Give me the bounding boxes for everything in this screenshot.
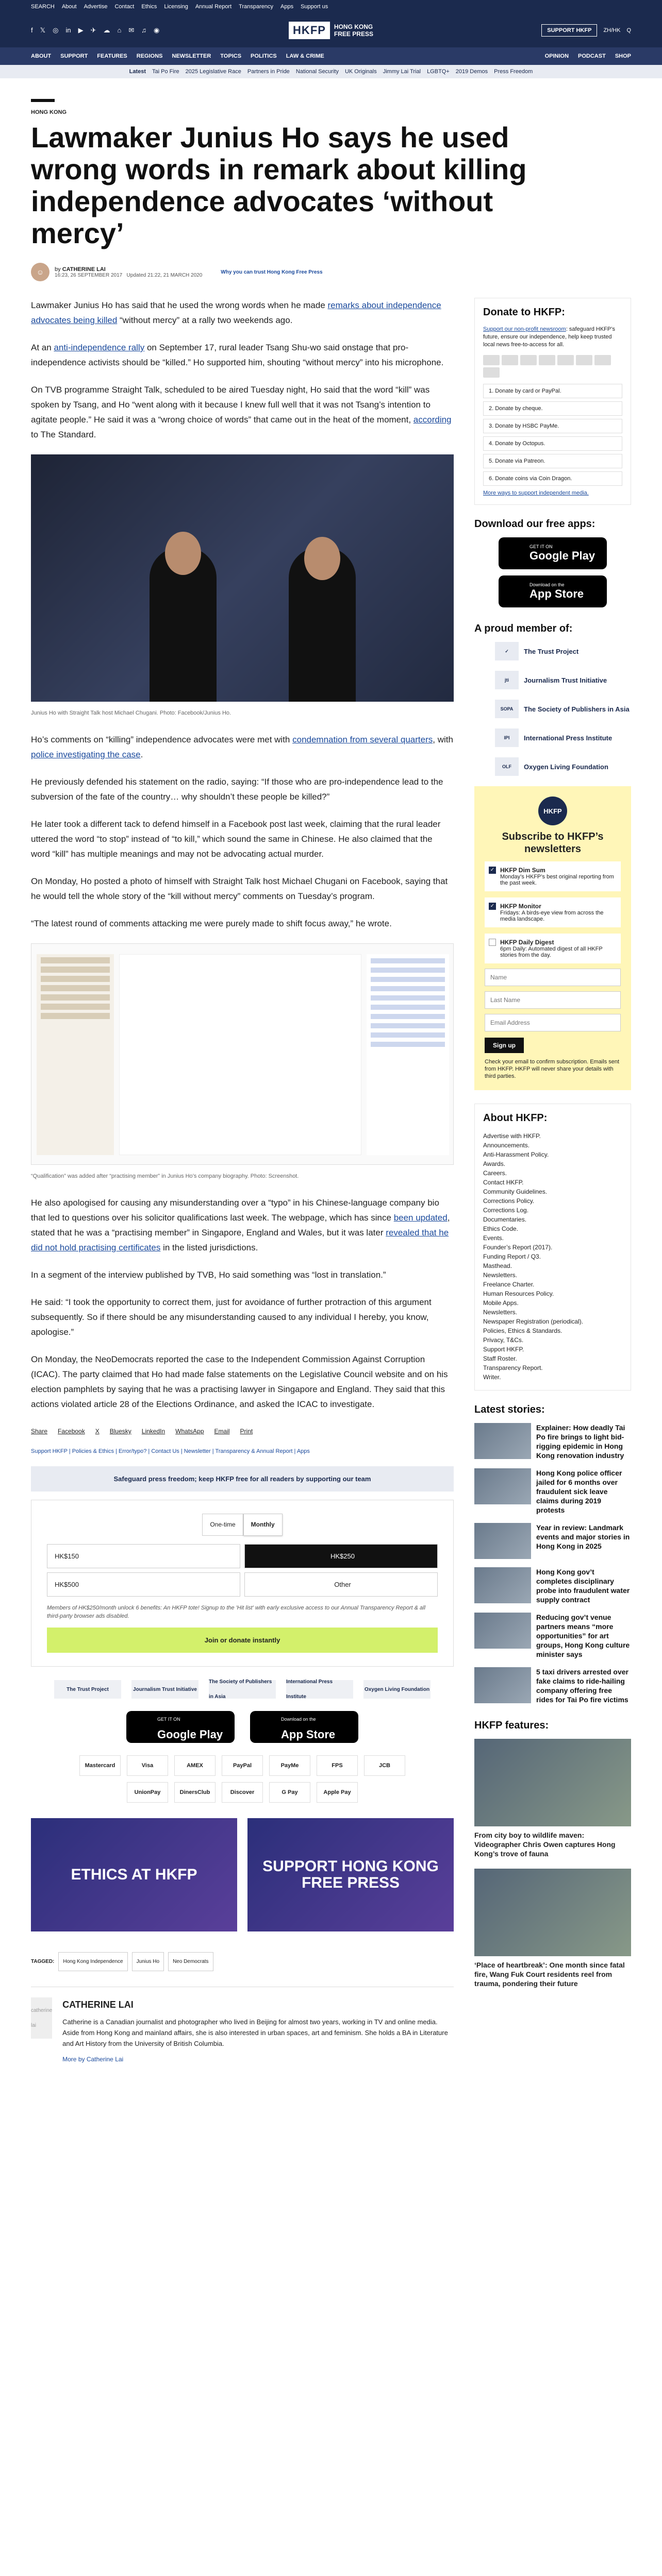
newsletter-option[interactable]: ✓ HKFP Dim Sum Monday’s HKFP’s best original reporting from the past week.: [485, 861, 621, 891]
about-item[interactable]: Community Guidelines.: [483, 1188, 548, 1195]
story-thumbnail[interactable]: [474, 1613, 531, 1649]
donate-heading: Donate to HKFP:: [483, 307, 565, 318]
about-item[interactable]: Careers.: [483, 1170, 507, 1177]
top-utility-bar: [0, 0, 662, 13]
story-title[interactable]: Hong Kong police officer jailed for 6 months over fraudulent sick leave claims during 2019 protests: [536, 1469, 622, 1514]
inline-link[interactable]: condemnation from several quarters: [292, 735, 433, 744]
donate-option[interactable]: 6. Donate coins via Coin Dragon.: [483, 471, 622, 486]
nav-features[interactable]: FEATURES: [97, 53, 127, 59]
about-item[interactable]: Announcements.: [483, 1142, 530, 1149]
feature-image[interactable]: [474, 1739, 631, 1826]
paragraph: Ho’s comments on “killing” independence advocates were met with condemnation from several quarters, with police investigating the case.: [31, 735, 453, 759]
about-item[interactable]: Advertise with HKFP.: [483, 1132, 541, 1140]
paragraph: At an anti-independence rally on September 17, rural leader Tsang Shu-wo said onstage that pro-independence activists should be “killed.” Ho supported him, shouting “without mercy” into his microphone.: [31, 343, 444, 367]
inline-link[interactable]: been updated: [393, 1213, 448, 1223]
search-icon[interactable]: Q: [626, 27, 631, 33]
checkbox-icon[interactable]: [489, 939, 496, 946]
app-store-button[interactable]: Download on the App Store: [250, 1711, 358, 1743]
member-item[interactable]: jti Journalism Trust Initiative: [474, 671, 631, 689]
about-item[interactable]: Anti-Harassment Policy.: [483, 1151, 549, 1158]
author-avatar: ☺: [31, 263, 49, 281]
trust-link[interactable]: Why you can trust Hong Kong Free Press: [221, 269, 323, 275]
share-x[interactable]: X: [95, 1428, 100, 1435]
member-item[interactable]: SOPA The Society of Publishers in Asia: [474, 700, 631, 718]
newsletter-fineprint: Check your email to confirm subscription. Emails sent from HKFP. HKFP will never share your details with third parties.: [485, 1059, 620, 1079]
paragraph: On Monday, Ho posted a photo of himself with Straight Talk host Michael Chugani on Facebook, saying that he would tell the whole story of the “kill without mercy” comments on Tuesday’s program.: [31, 876, 448, 901]
payment-logo: Visa: [127, 1755, 168, 1776]
latest-story[interactable]: [474, 1423, 631, 1460]
donate-banner[interactable]: Safeguard press freedom; keep HKFP free for all readers by supporting our team: [31, 1466, 454, 1492]
member-logo[interactable]: The Society of Publishers in Asia: [209, 1680, 276, 1699]
tagged-label: TAGGED:: [31, 1959, 55, 1964]
support-promo[interactable]: SUPPORT HONG KONG FREE PRESS: [247, 1818, 454, 1931]
paragraph: He also apologised for causing any misunderstanding over a “typo” in his Chinese-language company bio that led to questions over his solicitor qualifications last week. The webpage, which has since been updated, stated that he was a “practising member” in Singapore, England and Wales, but it was later revealed that he did not hold practising certificates in the listed jurisdictions.: [31, 1198, 450, 1252]
section-tag[interactable]: HONG KONG: [31, 109, 67, 115]
author-name[interactable]: CATHERINE LAI: [62, 1999, 134, 2010]
site-header: [0, 13, 662, 47]
feature-image[interactable]: [474, 1869, 631, 1956]
tag-list: [31, 1952, 454, 1971]
payment-logo: UnionPay: [127, 1782, 168, 1803]
youtube-icon[interactable]: ▶: [78, 26, 84, 34]
about-item[interactable]: Newsletters.: [483, 1272, 518, 1279]
trending-item[interactable]: 2019 Demos: [455, 69, 488, 75]
email-input[interactable]: [485, 1014, 621, 1031]
member-item[interactable]: IPI International Press Institute: [474, 728, 631, 747]
byline: [31, 263, 631, 281]
latest-stories: [474, 1423, 631, 1704]
author-link[interactable]: CATHERINE LAI: [62, 266, 106, 273]
latest-story[interactable]: [474, 1667, 631, 1704]
story-title[interactable]: Year in review: Landmark events and major stories in Hong Kong in 2025: [536, 1523, 630, 1550]
newsletter-heading: Subscribe to HKFP’s newsletters: [502, 831, 604, 855]
feature-stories: [474, 1739, 631, 1988]
payment-logos: [57, 1755, 428, 1803]
donate-box-side: [474, 298, 631, 505]
donate-text: Support our non-profit newsroom: safeguard HKFP’s future, ensure our independence, help keep trusted local news free-to-access for all.: [483, 326, 615, 348]
updated-date: Updated 21:22, 21 MARCH 2020: [126, 272, 203, 278]
story-thumbnail[interactable]: [474, 1523, 531, 1559]
licensing-link[interactable]: Licensing: [164, 4, 188, 10]
feature-story[interactable]: [474, 1869, 631, 1988]
figure-screenshot: [31, 943, 454, 1184]
story-thumbnail[interactable]: [474, 1468, 531, 1504]
support-hkfp-button[interactable]: SUPPORT HKFP: [541, 24, 597, 37]
latest-story[interactable]: [474, 1468, 631, 1515]
amount-option[interactable]: HK$500: [47, 1572, 240, 1597]
social-icons: [31, 26, 159, 35]
nav-law-crime[interactable]: LAW & CRIME: [286, 53, 324, 59]
trending-nav: [0, 65, 662, 78]
about-item[interactable]: Documentaries.: [483, 1216, 527, 1223]
trending-item[interactable]: 2025 Legislative Race: [185, 69, 241, 75]
more-ways-link[interactable]: More ways to support independent media.: [483, 490, 589, 496]
tag[interactable]: Junius Ho: [132, 1952, 164, 1971]
payment-logo: AMEX: [174, 1755, 216, 1776]
feature-title[interactable]: From city boy to wildlife maven: Videographer Chris Owen captures Hong Kong’s trove of fauna: [474, 1831, 616, 1858]
nav-topics[interactable]: TOPICS: [220, 53, 242, 59]
telegram-icon[interactable]: ✈: [90, 26, 96, 34]
threads-icon[interactable]: ⌂: [117, 26, 122, 34]
hkfp-badge: HKFP: [538, 796, 567, 825]
apps-link[interactable]: Apps: [280, 4, 294, 10]
payment-logo: Apple Pay: [317, 1782, 358, 1803]
about-item[interactable]: Funding Report / Q3.: [483, 1253, 541, 1260]
join-donate-button[interactable]: Join or donate instantly: [47, 1628, 438, 1653]
donate-option[interactable]: 5. Donate via Patreon.: [483, 454, 622, 468]
transparency-link[interactable]: Transparency: [239, 4, 273, 10]
nav-shop[interactable]: SHOP: [615, 53, 631, 59]
checkbox-icon[interactable]: ✓: [489, 867, 496, 874]
bio-screenshot: [31, 943, 454, 1165]
member-logo[interactable]: The Trust Project: [54, 1680, 121, 1699]
tab-one-time[interactable]: One-time: [202, 1514, 243, 1536]
more-by-author-link[interactable]: More by Catherine Lai: [62, 2056, 124, 2063]
paragraph: Lawmaker Junius Ho has said that he used the wrong words when he made remarks about independence advocates being killed “without mercy” at a rally two weekends ago.: [31, 300, 441, 325]
story-title[interactable]: Explainer: How deadly Tai Po fire brings to light bid-rigging epidemic in Hong Kong renovation industry: [536, 1423, 625, 1460]
footer-links[interactable]: Support HKFP | Policies & Ethics | Error/typo? | Contact Us | Newsletter | Transparency & Annual Report | Apps: [31, 1448, 310, 1454]
story-thumbnail[interactable]: [474, 1423, 531, 1459]
checkbox-icon[interactable]: ✓: [489, 903, 496, 910]
logo-mark: HKFP: [289, 22, 330, 39]
latest-story[interactable]: [474, 1567, 631, 1604]
author-avatar-large: catherine lai: [31, 1997, 52, 2039]
payment-logo: G Pay: [269, 1782, 310, 1803]
nav-support[interactable]: SUPPORT: [60, 53, 88, 59]
article-title: Lawmaker Junius Ho says he used wrong words in remark about killing independence advocates ‘without mercy’: [31, 121, 527, 249]
trending-label: Latest: [129, 69, 146, 75]
tag[interactable]: Neo Democrats: [168, 1952, 213, 1971]
paragraph: In a segment of the interview published by TVB, Ho said something was “lost in translation.”: [31, 1270, 386, 1280]
about-item[interactable]: Transparency Report.: [483, 1364, 543, 1371]
instagram-icon[interactable]: ◎: [53, 26, 59, 34]
about-item[interactable]: Corrections Log.: [483, 1207, 529, 1214]
about-item[interactable]: Founder’s Report (2017).: [483, 1244, 553, 1251]
amount-other[interactable]: Other: [244, 1572, 438, 1597]
article-body: [31, 298, 454, 2067]
about-item[interactable]: Ethics Code.: [483, 1225, 519, 1232]
story-thumbnail[interactable]: [474, 1567, 531, 1603]
donate-option[interactable]: 2. Donate by cheque.: [483, 401, 622, 416]
about-item[interactable]: Support HKFP.: [483, 1346, 524, 1353]
share-linkedin[interactable]: LinkedIn: [141, 1428, 166, 1435]
site-logo[interactable]: [289, 22, 373, 39]
bluesky-icon[interactable]: ☁: [103, 26, 110, 34]
trending-item[interactable]: Jimmy Lai Trial: [383, 69, 421, 75]
app-store-button-side[interactable]: Download on the App Store: [499, 575, 607, 607]
about-item[interactable]: Corrections Policy.: [483, 1197, 535, 1205]
annual-report-link[interactable]: Annual Report: [195, 4, 232, 10]
paragraph: On Monday, the NeoDemocrats reported the case to the Independent Commission Against Corruption (ICAC). The party claimed that Ho had made false statements on the Legislative Council website and on his election pamphlets by saying that he was a practising lawyer in Singapore and England. They said that this actions violated article 28 of the Elections Ordinance, and asked the ICAC to investigate.: [31, 1354, 448, 1409]
main-nav: [0, 47, 662, 65]
trending-item[interactable]: Partners in Pride: [247, 69, 290, 75]
language-switch[interactable]: ZH/HK: [603, 27, 621, 33]
trending-item[interactable]: National Security: [295, 69, 339, 75]
donate-widget: [31, 1500, 454, 1667]
inline-link[interactable]: anti-independence rally: [54, 343, 145, 352]
about-link[interactable]: About: [61, 4, 77, 10]
payment-logo: PayPal: [222, 1755, 263, 1776]
share-label: Share: [31, 1428, 48, 1435]
about-item[interactable]: Newsletters.: [483, 1309, 518, 1316]
nav-podcast[interactable]: PODCAST: [578, 53, 606, 59]
paragraph: On TVB programme Straight Talk, scheduled to be aired Tuesday night, Ho said that the word “kill” was spoken by Tsang, and Ho “went along with it because I knew full well that it was not Tsang’s intention to agitate people.” He said it was a “wrong choice of words” that came out in the heat of the moment, according to The Standard.: [31, 385, 452, 439]
ethics-link[interactable]: Ethics: [141, 4, 157, 10]
about-item[interactable]: Writer.: [483, 1374, 501, 1381]
nav-opinion[interactable]: OPINION: [544, 53, 569, 59]
about-item[interactable]: Newspaper Registration (periodical).: [483, 1318, 584, 1325]
publish-date: 16:23, 26 SEPTEMBER 2017: [55, 272, 123, 278]
inline-link[interactable]: revealed that he did not hold practising certificates: [31, 1228, 449, 1252]
figure-interview: [31, 454, 454, 721]
paragraph: He previously defended his statement on the radio, saying: “If those who are pro-independence lead to the subversion of the fate of the country… why shouldn’t these people be killed?”: [31, 777, 443, 802]
interview-photo: [31, 454, 454, 702]
inline-link[interactable]: police investigating the case: [31, 750, 141, 759]
payment-logo: Discover: [222, 1782, 263, 1803]
sign-up-button[interactable]: Sign up: [485, 1038, 524, 1053]
story-title[interactable]: Hong Kong gov’t completes disciplinary probe into fraudulent water supply contract: [536, 1568, 630, 1604]
by-label: by: [55, 266, 61, 273]
about-item[interactable]: Awards.: [483, 1160, 506, 1167]
author-bio: Catherine is a Canadian journalist and photographer who lived in Beijing for almost two years, working in TV and online media. Aside from Hong Kong and mainland affairs, she is also interested in urban spaces, art and feminism. She holds a BA in Literature and Art History from the University of British Columbia.: [62, 2018, 448, 2047]
about-item[interactable]: Staff Roster.: [483, 1355, 517, 1362]
latest-story[interactable]: [474, 1613, 631, 1659]
nav-about[interactable]: ABOUT: [31, 53, 52, 59]
newsletter-option[interactable]: HKFP Daily Digest 6pm Daily: Automated digest of all HKFP stories from the day.: [485, 934, 621, 963]
donate-option[interactable]: 1. Donate by card or PayPal.: [483, 384, 622, 398]
inline-link[interactable]: according: [413, 415, 452, 425]
mastodon-icon[interactable]: ◉: [154, 26, 160, 34]
about-item[interactable]: Contact HKFP.: [483, 1179, 524, 1186]
google-play-button[interactable]: GET IT ON Google Play: [126, 1711, 235, 1743]
payment-logo: FPS: [317, 1755, 358, 1776]
nav-politics[interactable]: POLITICS: [251, 53, 277, 59]
payment-logo: JCB: [364, 1755, 405, 1776]
story-title[interactable]: 5 taxi drivers arrested over fake claims to ride-hailing company offering free rides for Tai Po fire victims: [536, 1668, 628, 1704]
about-item[interactable]: Human Resources Policy.: [483, 1290, 554, 1297]
linkedin-icon[interactable]: in: [65, 26, 71, 34]
about-item[interactable]: Mobile Apps.: [483, 1299, 519, 1307]
about-item[interactable]: Freelance Charter.: [483, 1281, 535, 1288]
features-heading: HKFP features:: [474, 1720, 549, 1731]
payment-logo: Mastercard: [79, 1755, 121, 1776]
share-print[interactable]: Print: [240, 1428, 253, 1435]
about-box: [474, 1104, 631, 1391]
advertise-link[interactable]: Advertise: [84, 4, 108, 10]
trending-item[interactable]: LGBTQ+: [427, 69, 450, 75]
title-rule: [31, 99, 55, 102]
donate-option[interactable]: 3. Donate by HSBC PayMe.: [483, 419, 622, 433]
paragraph: “The latest round of comments attacking me were purely made to shift focus away,” he wrote.: [31, 919, 392, 928]
first-name-input[interactable]: [485, 969, 621, 986]
author-box: [31, 1987, 454, 2067]
search-link[interactable]: SEARCH: [31, 4, 55, 10]
sidebar: [474, 298, 631, 2067]
support-us-link[interactable]: Support us: [301, 4, 328, 10]
nonprofit-link[interactable]: Support our non-profit newsroom: [483, 326, 566, 332]
logo-text: HONG KONG FREE PRESS: [334, 23, 373, 38]
member-item[interactable]: ✓ The Trust Project: [474, 642, 631, 660]
last-name-input[interactable]: [485, 991, 621, 1009]
payment-logo: PayMe: [269, 1755, 310, 1776]
amount-option[interactable]: HK$150: [47, 1544, 240, 1568]
feature-title[interactable]: ‘Place of heartbreak’: One month since fatal fire, Wang Fuk Court residents reel from trauma, pondering their future: [474, 1961, 625, 1988]
tab-monthly[interactable]: Monthly: [243, 1514, 283, 1536]
google-play-button-side[interactable]: GET IT ON Google Play: [499, 537, 607, 569]
ethics-promo[interactable]: ETHICS AT HKFP: [31, 1818, 237, 1931]
facebook-icon[interactable]: f: [31, 26, 33, 34]
about-list: [483, 1131, 622, 1382]
member-logo[interactable]: Oxygen Living Foundation: [363, 1680, 431, 1699]
story-title[interactable]: Reducing gov’t venue partners means “more opportunities” for art groups, Hong Kong culture minister says: [536, 1613, 630, 1658]
donate-note: Members of HK$250/month unlock 6 benefits: An HKFP tote! Signup to the 'Hit list' with early exclusive access to our Annual Transparency Report & all third-party browser ads disabled.: [47, 1605, 426, 1619]
latest-story[interactable]: [474, 1523, 631, 1559]
apps-heading: Download our free apps:: [474, 518, 595, 530]
latest-heading: Latest stories:: [474, 1404, 545, 1415]
share-whatsapp[interactable]: WhatsApp: [175, 1428, 204, 1435]
donate-option[interactable]: 4. Donate by Octopus.: [483, 436, 622, 451]
trending-item[interactable]: Press Freedom: [494, 69, 533, 75]
paragraph: He later took a different tack to defend himself in a Facebook post last week, claiming that the rural leader uttered the word “to stop” instead of “to kill,” which sound the same in Chinese. He also claimed that the word “kill” has multiple meanings and may not be advocating actual murder.: [31, 819, 441, 859]
amount-option-selected[interactable]: HK$250: [244, 1544, 438, 1568]
contact-link[interactable]: Contact: [114, 4, 135, 10]
nav-newsletter[interactable]: NEWSLETTER: [172, 53, 211, 59]
member-heading: A proud member of:: [474, 623, 573, 634]
trending-item[interactable]: Tai Po Fire: [152, 69, 179, 75]
member-logo[interactable]: International Press Institute: [286, 1680, 353, 1699]
payment-logo: DinersClub: [174, 1782, 216, 1803]
share-facebook[interactable]: Facebook: [58, 1428, 85, 1435]
story-thumbnail[interactable]: [474, 1667, 531, 1703]
member-logo[interactable]: Journalism Trust Initiative: [131, 1680, 198, 1699]
tiktok-icon[interactable]: ♫: [141, 26, 146, 34]
figure-caption: Junius Ho with Straight Talk host Michael Chugani. Photo: Facebook/Junius Ho.: [31, 710, 231, 716]
paragraph: He said: “I took the opportunity to correct them, just for avoidance of further protraction of this argument subsequently. So if there should be any misunderstanding caused to any individual I hereby, you know, apologise.”: [31, 1297, 432, 1337]
member-item[interactable]: OLF Oxygen Living Foundation: [474, 757, 631, 776]
feature-story[interactable]: [474, 1739, 631, 1858]
newsletter-signup: [474, 786, 631, 1090]
nav-regions[interactable]: REGIONS: [136, 53, 163, 59]
figure-caption: “Qualification” was added after “practising member” in Junius Ho’s company biography. Photo: Screenshot.: [31, 1173, 299, 1179]
x-icon[interactable]: 𝕏: [40, 26, 46, 34]
tag[interactable]: Hong Kong Independence: [58, 1952, 127, 1971]
share-bar: [31, 1424, 454, 1439]
about-item[interactable]: Masthead.: [483, 1262, 512, 1269]
inline-link[interactable]: remarks about independence advocates being killed: [31, 300, 441, 325]
member-logos: [31, 1680, 454, 1699]
newsletter-option[interactable]: ✓ HKFP Monitor Fridays: A birds-eye view from across the media landscape.: [485, 897, 621, 927]
about-item[interactable]: Policies, Ethics & Standards.: [483, 1327, 562, 1334]
share-email[interactable]: Email: [214, 1428, 230, 1435]
card-logos: [483, 355, 622, 378]
email-icon[interactable]: ✉: [128, 26, 135, 34]
about-item[interactable]: Privacy, T&Cs.: [483, 1336, 524, 1344]
about-heading: About HKFP:: [483, 1112, 548, 1124]
about-item[interactable]: Events.: [483, 1234, 504, 1242]
share-bluesky[interactable]: Bluesky: [109, 1428, 131, 1435]
trending-item[interactable]: UK Originals: [344, 69, 377, 75]
